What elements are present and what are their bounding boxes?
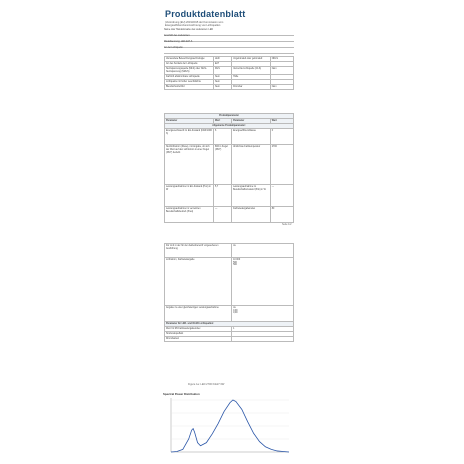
- subsection-header: Allgemeine Produktparameter:: [165, 124, 294, 129]
- value-item: 10 000: [233, 258, 241, 261]
- value-item: 0,90: [233, 309, 238, 312]
- value-item: 500: [233, 264, 237, 267]
- row-lightsource-type: Art der Lichtquelle:: [164, 47, 294, 54]
- document-title: Produktdatenblatt: [165, 9, 246, 19]
- gridlines: [171, 400, 289, 439]
- table-row: Blendschutzschild Nein Dimmbar Nein: [165, 85, 294, 90]
- table-row: Lichtstrom, Farbwiedergabe 10 000 500 500: [165, 258, 294, 306]
- parameter-table: [164, 113, 294, 223]
- subtitle-line: Energieeffizienzkennzeichnung von Lichtquellen: [165, 24, 221, 28]
- table-row: Farblich abstimmbare Lichtquelle Nein Hülle: [165, 75, 294, 80]
- section-header: Parameter für LED- und OLED-Lichtquellen:: [165, 322, 294, 327]
- table-row: Lichtquelle mit hoher Leuchtdichte Nein: [165, 80, 294, 85]
- table-row: Netzspannungsquelle (MLS) oder Nicht-Netzspannung (NMLS) MLS Vernetzte Lichtquelle (CLS) Nein: [165, 67, 294, 75]
- lightsource-table: [164, 56, 294, 90]
- chart-caption: Figure 1a: LED 2700 K/E27 6W: [188, 383, 225, 386]
- spectrum-chart: [163, 396, 293, 458]
- row-supplier-address: Anschrift des Lieferanten:: [164, 35, 294, 42]
- page2-table: [164, 243, 294, 342]
- table-row: Wert für R9 Farbwiedergabeindex 1: [165, 327, 294, 332]
- page-number: Seite 1/2: [282, 223, 292, 226]
- row-model-id: Modellkennung: LED-E27-6: [164, 41, 294, 48]
- table-row: Energieverbrauch im Ein-Zustand (kWh/1000 h) 6 Energieeffizienzklasse F: [165, 129, 294, 145]
- table-row: Angabe zu einer gleichwertigen Leistungsaufnahme Ja 0,90 0,90: [165, 306, 294, 322]
- table-row: Nutzlichtstrom (Φuse), mit Angabe, ob sich der Wert auf den Lichtstrom in einer Kugel (360°) bezieht 806 in Kugel (360°) Ähnlichste Farbtemperatur 2700: [165, 145, 294, 185]
- section-header: Produktparameter: [165, 114, 294, 119]
- table-row: Leistungsaufnahme im vernetzten Bereitschaftsbetrieb (Pnet) — Farbwiedergabeindex 80: [165, 207, 294, 223]
- document-subtitle: [165, 21, 293, 28]
- value-item: 0,90: [233, 312, 238, 315]
- table-row: Dimmbarkeit: [165, 337, 294, 342]
- value-item: 500: [233, 261, 237, 264]
- row-supplier-name: Name oder Handelsmarke des Lieferanten: LED: [164, 29, 294, 36]
- table-row: Für LLS in der für den Außenbereich vorgesehenen Ausführung Ja: [165, 244, 294, 258]
- table-row: Art des Sockels der Lichtquelle E27: [165, 62, 294, 67]
- table-row: Stroboskopeffekt: [165, 332, 294, 337]
- table-row: Verwendete Beleuchtungstechnologie: LED Ungebündelt oder gebündelt: NDLS: [165, 57, 294, 62]
- subtitle-line: (Verordnung (EU) 2019/2015 der Kommission vom: [165, 21, 224, 24]
- table-header-row: Parameter Wert Parameter Wert: [165, 119, 294, 124]
- chart-title: Spectral Power Distribution: [163, 392, 200, 396]
- table-row: Leistungsaufnahme im Ein-Zustand (Pon) in W 5,7 Leistungsaufnahme im Bereitschaftszustand (Psb) in W —: [165, 185, 294, 207]
